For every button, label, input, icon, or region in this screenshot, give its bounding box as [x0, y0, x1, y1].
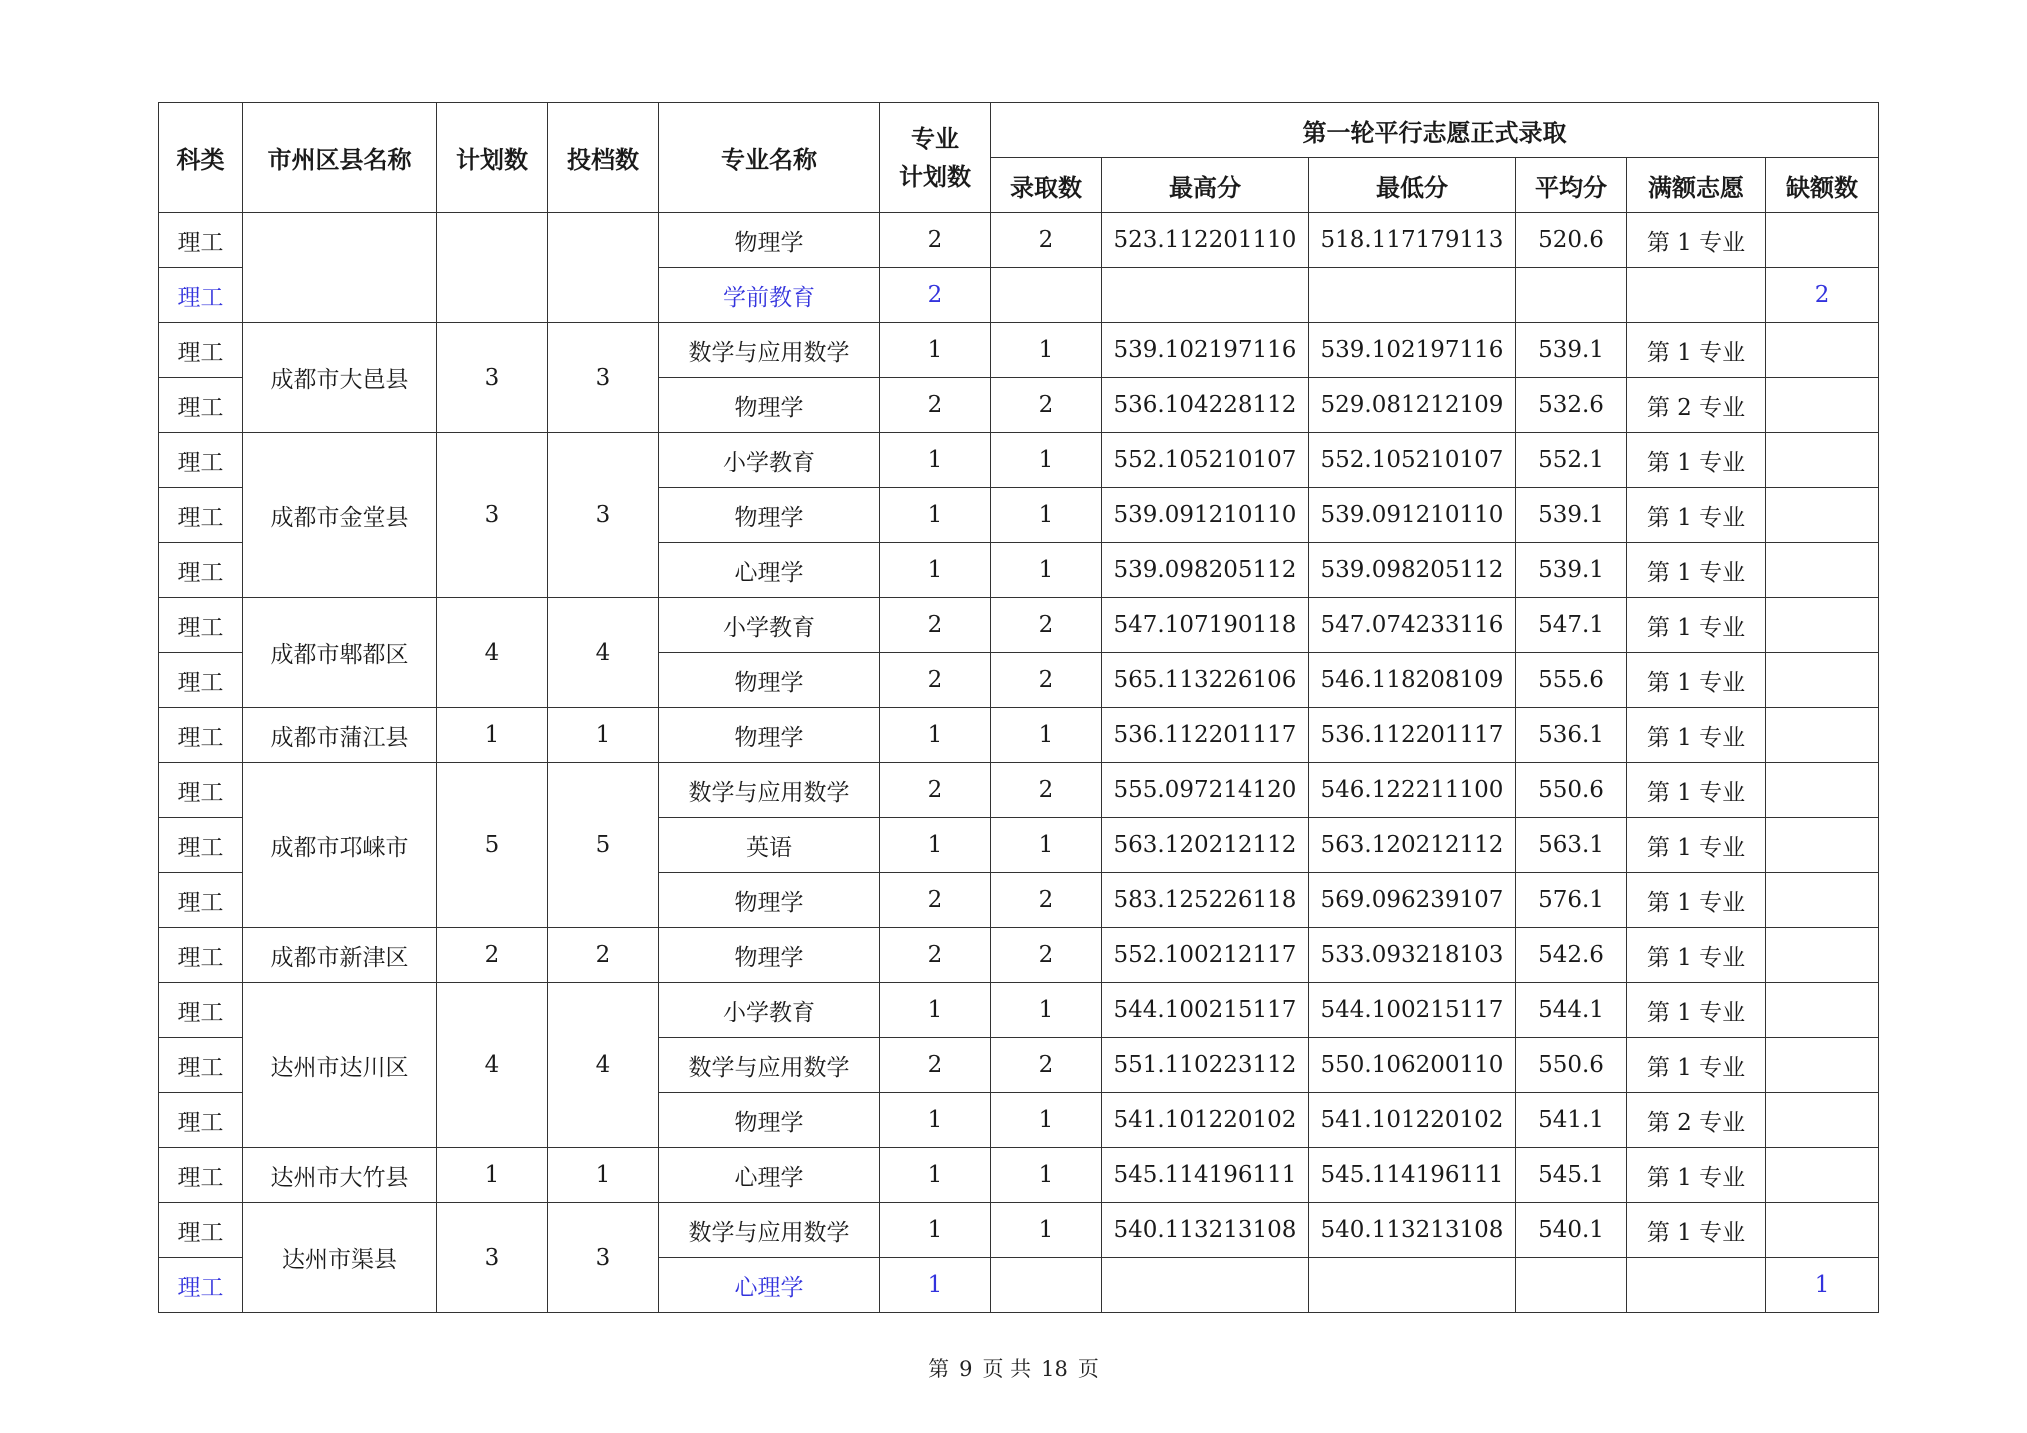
table-row [159, 763, 1879, 818]
cell-filed: 1 [548, 708, 659, 763]
cell-min-score: 544.100215117 [1309, 983, 1516, 1038]
cell-min-score: 552.105210107 [1309, 433, 1516, 488]
cell-category: 理工 [159, 708, 243, 763]
table-row [159, 433, 1879, 488]
cell-max-score: 536.104228112 [1102, 378, 1309, 433]
cell-full-choice: 第 2 专业 [1627, 378, 1766, 433]
cell-category: 理工 [159, 543, 243, 598]
admission-table [158, 102, 1879, 1313]
cell-max-score [1102, 1258, 1309, 1313]
cell-min-score: 541.101220102 [1309, 1093, 1516, 1148]
cell-admitted: 2 [991, 378, 1102, 433]
cell-shortage: 1 [1766, 1258, 1879, 1313]
cell-admitted: 2 [991, 763, 1102, 818]
cell-min-score: 550.106200110 [1309, 1038, 1516, 1093]
table-row [159, 928, 1879, 983]
cell-major-plan: 1 [880, 488, 991, 543]
cell-major: 心理学 [659, 1258, 880, 1313]
cell-filed [548, 213, 659, 323]
cell-min-score: 546.118208109 [1309, 653, 1516, 708]
cell-avg-score: 550.6 [1516, 763, 1627, 818]
cell-major-plan: 2 [880, 928, 991, 983]
cell-shortage [1766, 928, 1879, 983]
cell-major: 英语 [659, 818, 880, 873]
cell-min-score: 518.117179113 [1309, 213, 1516, 268]
header-shortage: 缺额数 [1766, 158, 1879, 213]
cell-max-score: 552.100212117 [1102, 928, 1309, 983]
cell-filed: 1 [548, 1148, 659, 1203]
cell-major: 心理学 [659, 1148, 880, 1203]
header-plan: 计划数 [437, 103, 548, 213]
cell-admitted: 2 [991, 928, 1102, 983]
cell-min-score: 547.074233116 [1309, 598, 1516, 653]
cell-admitted: 1 [991, 818, 1102, 873]
cell-max-score: 540.113213108 [1102, 1203, 1309, 1258]
cell-major-plan: 2 [880, 268, 991, 323]
cell-category: 理工 [159, 1258, 243, 1313]
cell-full-choice [1627, 1258, 1766, 1313]
cell-major-plan: 2 [880, 213, 991, 268]
cell-avg-score: 544.1 [1516, 983, 1627, 1038]
cell-plan: 5 [437, 763, 548, 928]
header-category: 科类 [159, 103, 243, 213]
cell-filed: 5 [548, 763, 659, 928]
cell-avg-score: 547.1 [1516, 598, 1627, 653]
table-row [159, 1203, 1879, 1258]
cell-min-score [1309, 268, 1516, 323]
cell-plan: 3 [437, 323, 548, 433]
cell-avg-score [1516, 1258, 1627, 1313]
cell-plan: 3 [437, 1203, 548, 1313]
header-admitted: 录取数 [991, 158, 1102, 213]
cell-category: 理工 [159, 323, 243, 378]
cell-full-choice: 第 1 专业 [1627, 543, 1766, 598]
cell-region [243, 213, 437, 323]
cell-major-plan: 1 [880, 1093, 991, 1148]
cell-admitted: 2 [991, 653, 1102, 708]
cell-admitted: 2 [991, 598, 1102, 653]
cell-admitted: 2 [991, 213, 1102, 268]
cell-max-score [1102, 268, 1309, 323]
cell-major-plan: 1 [880, 433, 991, 488]
cell-min-score: 536.112201117 [1309, 708, 1516, 763]
cell-region: 达州市达川区 [243, 983, 437, 1148]
header-major-plan-line1: 专业 [911, 124, 959, 153]
cell-filed: 3 [548, 1203, 659, 1313]
cell-avg-score [1516, 268, 1627, 323]
cell-major: 物理学 [659, 928, 880, 983]
cell-major: 数学与应用数学 [659, 1038, 880, 1093]
cell-max-score: 539.102197116 [1102, 323, 1309, 378]
cell-shortage [1766, 433, 1879, 488]
cell-full-choice: 第 1 专业 [1627, 433, 1766, 488]
cell-admitted [991, 1258, 1102, 1313]
cell-full-choice: 第 1 专业 [1627, 708, 1766, 763]
cell-category: 理工 [159, 1038, 243, 1093]
cell-plan [437, 213, 548, 323]
cell-shortage [1766, 323, 1879, 378]
cell-admitted: 2 [991, 1038, 1102, 1093]
cell-shortage [1766, 653, 1879, 708]
cell-plan: 1 [437, 1148, 548, 1203]
cell-full-choice: 第 1 专业 [1627, 488, 1766, 543]
header-max-score: 最高分 [1102, 158, 1309, 213]
cell-full-choice: 第 1 专业 [1627, 983, 1766, 1038]
cell-full-choice: 第 1 专业 [1627, 1148, 1766, 1203]
cell-admitted: 1 [991, 1203, 1102, 1258]
cell-admitted: 1 [991, 1093, 1102, 1148]
cell-region: 成都市新津区 [243, 928, 437, 983]
header-major: 专业名称 [659, 103, 880, 213]
cell-min-score: 533.093218103 [1309, 928, 1516, 983]
cell-major: 心理学 [659, 543, 880, 598]
cell-filed: 4 [548, 983, 659, 1148]
cell-avg-score: 576.1 [1516, 873, 1627, 928]
cell-category: 理工 [159, 928, 243, 983]
cell-major: 数学与应用数学 [659, 1203, 880, 1258]
cell-major-plan: 2 [880, 1038, 991, 1093]
cell-max-score: 539.091210110 [1102, 488, 1309, 543]
cell-major-plan: 2 [880, 598, 991, 653]
cell-category: 理工 [159, 1148, 243, 1203]
cell-major-plan: 1 [880, 818, 991, 873]
cell-shortage [1766, 598, 1879, 653]
cell-shortage [1766, 708, 1879, 763]
page-footer [0, 1353, 2027, 1383]
cell-major: 学前教育 [659, 268, 880, 323]
cell-max-score: 536.112201117 [1102, 708, 1309, 763]
cell-min-score: 563.120212112 [1309, 818, 1516, 873]
cell-admitted: 1 [991, 1148, 1102, 1203]
cell-max-score: 545.114196111 [1102, 1148, 1309, 1203]
header-major-plan-line2: 计划数 [899, 162, 971, 191]
cell-category: 理工 [159, 488, 243, 543]
cell-avg-score: 520.6 [1516, 213, 1627, 268]
cell-category: 理工 [159, 1203, 243, 1258]
cell-shortage [1766, 983, 1879, 1038]
cell-category: 理工 [159, 818, 243, 873]
footer-prefix: 第 [928, 1357, 950, 1381]
cell-admitted: 2 [991, 873, 1102, 928]
cell-major-plan: 2 [880, 378, 991, 433]
cell-max-score: 541.101220102 [1102, 1093, 1309, 1148]
cell-full-choice: 第 2 专业 [1627, 1093, 1766, 1148]
table-row [159, 983, 1879, 1038]
cell-major: 物理学 [659, 213, 880, 268]
cell-major: 小学教育 [659, 433, 880, 488]
cell-category: 理工 [159, 763, 243, 818]
table-row [159, 598, 1879, 653]
cell-max-score: 555.097214120 [1102, 763, 1309, 818]
cell-region: 成都市邛崃市 [243, 763, 437, 928]
cell-major: 小学教育 [659, 598, 880, 653]
cell-major-plan: 1 [880, 1258, 991, 1313]
cell-avg-score: 532.6 [1516, 378, 1627, 433]
cell-category: 理工 [159, 378, 243, 433]
cell-filed: 3 [548, 433, 659, 598]
table-row [159, 213, 1879, 268]
cell-full-choice: 第 1 专业 [1627, 213, 1766, 268]
cell-shortage [1766, 213, 1879, 268]
cell-admitted: 1 [991, 433, 1102, 488]
cell-min-score: 539.102197116 [1309, 323, 1516, 378]
cell-major: 物理学 [659, 378, 880, 433]
cell-full-choice [1627, 268, 1766, 323]
cell-avg-score: 563.1 [1516, 818, 1627, 873]
cell-shortage [1766, 543, 1879, 598]
cell-full-choice: 第 1 专业 [1627, 873, 1766, 928]
cell-admitted: 1 [991, 488, 1102, 543]
cell-category: 理工 [159, 1093, 243, 1148]
cell-min-score: 546.122211100 [1309, 763, 1516, 818]
cell-category: 理工 [159, 433, 243, 488]
header-major-plan [880, 103, 991, 213]
cell-full-choice: 第 1 专业 [1627, 323, 1766, 378]
cell-full-choice: 第 1 专业 [1627, 1038, 1766, 1093]
cell-min-score [1309, 1258, 1516, 1313]
cell-min-score: 539.091210110 [1309, 488, 1516, 543]
cell-avg-score: 539.1 [1516, 543, 1627, 598]
cell-filed: 4 [548, 598, 659, 708]
cell-avg-score: 539.1 [1516, 323, 1627, 378]
header-round-group: 第一轮平行志愿正式录取 [991, 103, 1879, 158]
cell-filed: 2 [548, 928, 659, 983]
cell-full-choice: 第 1 专业 [1627, 653, 1766, 708]
header-full-choice: 满额志愿 [1627, 158, 1766, 213]
cell-major-plan: 1 [880, 323, 991, 378]
header-region: 市州区县名称 [243, 103, 437, 213]
cell-shortage [1766, 378, 1879, 433]
cell-max-score: 551.110223112 [1102, 1038, 1309, 1093]
cell-shortage [1766, 818, 1879, 873]
cell-region: 成都市金堂县 [243, 433, 437, 598]
cell-max-score: 523.112201110 [1102, 213, 1309, 268]
cell-plan: 4 [437, 598, 548, 708]
cell-avg-score: 541.1 [1516, 1093, 1627, 1148]
cell-category: 理工 [159, 598, 243, 653]
cell-major-plan: 1 [880, 1148, 991, 1203]
cell-category: 理工 [159, 268, 243, 323]
cell-full-choice: 第 1 专业 [1627, 598, 1766, 653]
cell-plan: 3 [437, 433, 548, 598]
cell-min-score: 529.081212109 [1309, 378, 1516, 433]
cell-major: 物理学 [659, 708, 880, 763]
cell-admitted [991, 268, 1102, 323]
cell-full-choice: 第 1 专业 [1627, 818, 1766, 873]
header-min-score: 最低分 [1309, 158, 1516, 213]
cell-plan: 2 [437, 928, 548, 983]
cell-max-score: 552.105210107 [1102, 433, 1309, 488]
cell-max-score: 539.098205112 [1102, 543, 1309, 598]
cell-shortage [1766, 488, 1879, 543]
cell-major-plan: 2 [880, 653, 991, 708]
cell-shortage [1766, 1038, 1879, 1093]
cell-avg-score: 539.1 [1516, 488, 1627, 543]
cell-admitted: 1 [991, 708, 1102, 763]
cell-avg-score: 555.6 [1516, 653, 1627, 708]
cell-category: 理工 [159, 873, 243, 928]
table-row [159, 1148, 1879, 1203]
cell-region: 达州市大竹县 [243, 1148, 437, 1203]
cell-filed: 3 [548, 323, 659, 433]
cell-major: 小学教育 [659, 983, 880, 1038]
cell-shortage [1766, 1148, 1879, 1203]
cell-category: 理工 [159, 983, 243, 1038]
footer-suffix: 页 [1077, 1357, 1099, 1381]
cell-shortage: 2 [1766, 268, 1879, 323]
cell-max-score: 583.125226118 [1102, 873, 1309, 928]
cell-avg-score: 540.1 [1516, 1203, 1627, 1258]
header-avg-score: 平均分 [1516, 158, 1627, 213]
cell-avg-score: 552.1 [1516, 433, 1627, 488]
cell-major: 物理学 [659, 1093, 880, 1148]
cell-avg-score: 550.6 [1516, 1038, 1627, 1093]
cell-major-plan: 1 [880, 1203, 991, 1258]
footer-page-number: 9 [959, 1357, 973, 1381]
cell-major: 数学与应用数学 [659, 763, 880, 818]
table-header [159, 103, 1879, 213]
cell-min-score: 569.096239107 [1309, 873, 1516, 928]
cell-shortage [1766, 763, 1879, 818]
cell-major: 物理学 [659, 873, 880, 928]
cell-avg-score: 545.1 [1516, 1148, 1627, 1203]
cell-admitted: 1 [991, 983, 1102, 1038]
cell-shortage [1766, 1203, 1879, 1258]
header-filed: 投档数 [548, 103, 659, 213]
cell-admitted: 1 [991, 543, 1102, 598]
cell-plan: 1 [437, 708, 548, 763]
cell-major: 物理学 [659, 653, 880, 708]
table-row [159, 708, 1879, 763]
cell-min-score: 545.114196111 [1309, 1148, 1516, 1203]
cell-category: 理工 [159, 653, 243, 708]
cell-major: 数学与应用数学 [659, 323, 880, 378]
cell-avg-score: 536.1 [1516, 708, 1627, 763]
cell-plan: 4 [437, 983, 548, 1148]
cell-region: 成都市郫都区 [243, 598, 437, 708]
cell-max-score: 565.113226106 [1102, 653, 1309, 708]
cell-admitted: 1 [991, 323, 1102, 378]
cell-region: 成都市大邑县 [243, 323, 437, 433]
cell-region: 成都市蒲江县 [243, 708, 437, 763]
cell-min-score: 540.113213108 [1309, 1203, 1516, 1258]
cell-shortage [1766, 873, 1879, 928]
cell-min-score: 539.098205112 [1309, 543, 1516, 598]
cell-region: 达州市渠县 [243, 1203, 437, 1313]
cell-max-score: 563.120212112 [1102, 818, 1309, 873]
cell-major-plan: 1 [880, 983, 991, 1038]
footer-mid: 页 共 [982, 1357, 1032, 1381]
cell-major-plan: 1 [880, 543, 991, 598]
cell-avg-score: 542.6 [1516, 928, 1627, 983]
cell-major-plan: 2 [880, 873, 991, 928]
cell-full-choice: 第 1 专业 [1627, 1203, 1766, 1258]
cell-category: 理工 [159, 213, 243, 268]
cell-max-score: 544.100215117 [1102, 983, 1309, 1038]
cell-full-choice: 第 1 专业 [1627, 763, 1766, 818]
cell-major-plan: 2 [880, 763, 991, 818]
table-body [159, 213, 1879, 1313]
table-row [159, 323, 1879, 378]
footer-total-pages: 18 [1041, 1357, 1068, 1381]
cell-major: 物理学 [659, 488, 880, 543]
cell-max-score: 547.107190118 [1102, 598, 1309, 653]
cell-shortage [1766, 1093, 1879, 1148]
cell-full-choice: 第 1 专业 [1627, 928, 1766, 983]
cell-major-plan: 1 [880, 708, 991, 763]
